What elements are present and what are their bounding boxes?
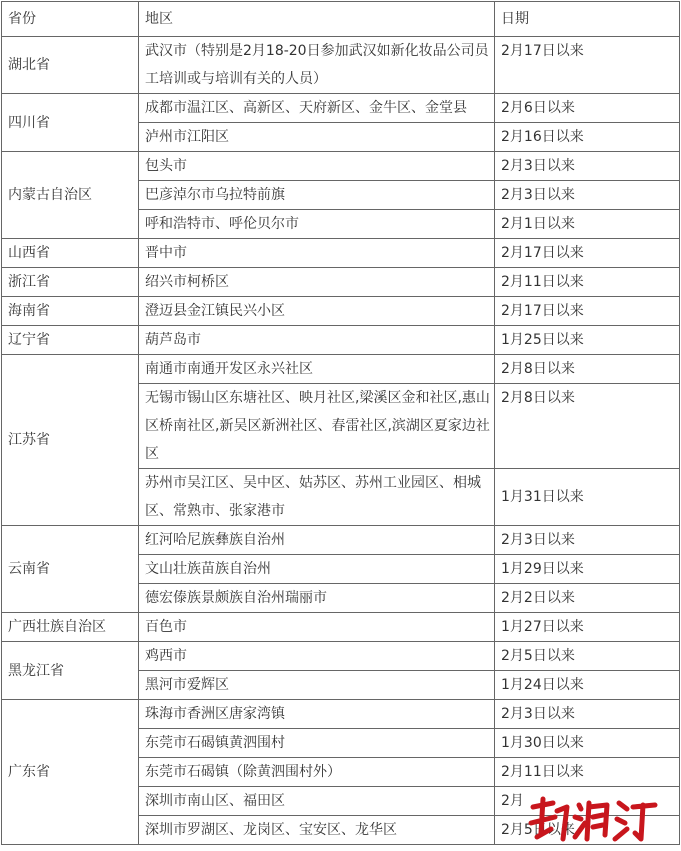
region-cell: 南通市南通开发区永兴社区 <box>139 355 495 384</box>
table-row <box>2 326 680 355</box>
region-table <box>1 1 680 845</box>
region-cell: 泸州市江阳区 <box>139 123 495 152</box>
header-row <box>2 2 680 37</box>
date-cell: 2月6日以来 <box>495 94 680 123</box>
region-cell: 成都市温江区、高新区、天府新区、金牛区、金堂县 <box>139 94 495 123</box>
date-cell: 1月24日以来 <box>495 671 680 700</box>
date-cell: 2月2日以来 <box>495 584 680 613</box>
province-cell: 浙江省 <box>2 268 139 297</box>
region-cell: 文山壮族苗族自治州 <box>139 555 495 584</box>
date-cell: 2月3日以来 <box>495 181 680 210</box>
province-cell: 辽宁省 <box>2 326 139 355</box>
region-cell: 武汉市（特别是2月18-20日参加武汉如新化妆品公司员工培训或与培训有关的人员） <box>139 37 495 94</box>
region-cell: 黑河市爱辉区 <box>139 671 495 700</box>
province-cell: 湖北省 <box>2 37 139 94</box>
table-body <box>2 2 680 845</box>
region-cell: 德宏傣族景颇族自治州瑞丽市 <box>139 584 495 613</box>
province-cell: 黑龙江省 <box>2 642 139 700</box>
region-cell: 澄迈县金江镇民兴小区 <box>139 297 495 326</box>
date-cell: 2月11日以来 <box>495 758 680 787</box>
region-cell: 深圳市罗湖区、龙岗区、宝安区、龙华区 <box>139 816 495 845</box>
region-cell: 葫芦岛市 <box>139 326 495 355</box>
date-cell: 1月25日以来 <box>495 326 680 355</box>
region-cell: 鸡西市 <box>139 642 495 671</box>
header-province: 省份 <box>2 2 139 37</box>
region-cell: 无锡市锡山区东塘社区、映月社区,梁溪区金和社区,惠山区桥南社区,新吴区新洲社区、春雷社区,滨湖区夏家边社区 <box>139 384 495 469</box>
header-region: 地区 <box>139 2 495 37</box>
date-cell: 2月17日以来 <box>495 239 680 268</box>
table-row <box>2 526 680 555</box>
region-cell: 东莞市石碣镇黄泗围村 <box>139 729 495 758</box>
date-cell: 1月30日以来 <box>495 729 680 758</box>
date-cell: 2月17日以来 <box>495 37 680 94</box>
province-cell: 云南省 <box>2 526 139 613</box>
table-row <box>2 268 680 297</box>
watermark-calligraphy <box>523 793 663 847</box>
date-cell: 2月8日以来 <box>495 355 680 384</box>
date-cell: 1月29日以来 <box>495 555 680 584</box>
table-row <box>2 152 680 181</box>
region-cell: 呼和浩特市、呼伦贝尔市 <box>139 210 495 239</box>
region-cell: 红河哈尼族彝族自治州 <box>139 526 495 555</box>
date-cell: 2月3日以来 <box>495 700 680 729</box>
table-row <box>2 239 680 268</box>
province-cell: 内蒙古自治区 <box>2 152 139 239</box>
region-cell: 绍兴市柯桥区 <box>139 268 495 297</box>
table-row <box>2 613 680 642</box>
brand-watermark-logo <box>523 793 663 847</box>
region-cell: 巴彦淖尔市乌拉特前旗 <box>139 181 495 210</box>
region-cell: 包头市 <box>139 152 495 181</box>
table-row <box>2 355 680 384</box>
region-cell: 深圳市南山区、福田区 <box>139 787 495 816</box>
date-cell: 2月 <box>495 787 680 816</box>
header-date: 日期 <box>495 2 680 37</box>
province-cell: 广东省 <box>2 700 139 845</box>
table-row <box>2 37 680 94</box>
table-row <box>2 94 680 123</box>
province-cell: 江苏省 <box>2 355 139 526</box>
table-row <box>2 642 680 671</box>
date-cell: 2月3日以来 <box>495 152 680 181</box>
date-cell: 2月1日以来 <box>495 210 680 239</box>
region-cell: 苏州市吴江区、吴中区、姑苏区、苏州工业园区、相城区、常熟市、张家港市 <box>139 469 495 526</box>
region-cell: 百色市 <box>139 613 495 642</box>
table-row <box>2 700 680 729</box>
date-cell: 2月11日以来 <box>495 268 680 297</box>
province-cell: 海南省 <box>2 297 139 326</box>
region-cell: 东莞市石碣镇（除黄泗围村外） <box>139 758 495 787</box>
date-cell: 2月5日以来 <box>495 816 680 845</box>
province-cell: 山西省 <box>2 239 139 268</box>
province-cell: 广西壮族自治区 <box>2 613 139 642</box>
date-cell: 1月31日以来 <box>495 469 680 526</box>
table-row <box>2 297 680 326</box>
date-cell: 1月27日以来 <box>495 613 680 642</box>
province-cell: 四川省 <box>2 94 139 152</box>
date-cell: 2月16日以来 <box>495 123 680 152</box>
date-cell: 2月8日以来 <box>495 384 680 469</box>
date-cell: 2月5日以来 <box>495 642 680 671</box>
date-cell: 2月3日以来 <box>495 526 680 555</box>
date-cell: 2月17日以来 <box>495 297 680 326</box>
region-cell: 晋中市 <box>139 239 495 268</box>
region-cell: 珠海市香洲区唐家湾镇 <box>139 700 495 729</box>
